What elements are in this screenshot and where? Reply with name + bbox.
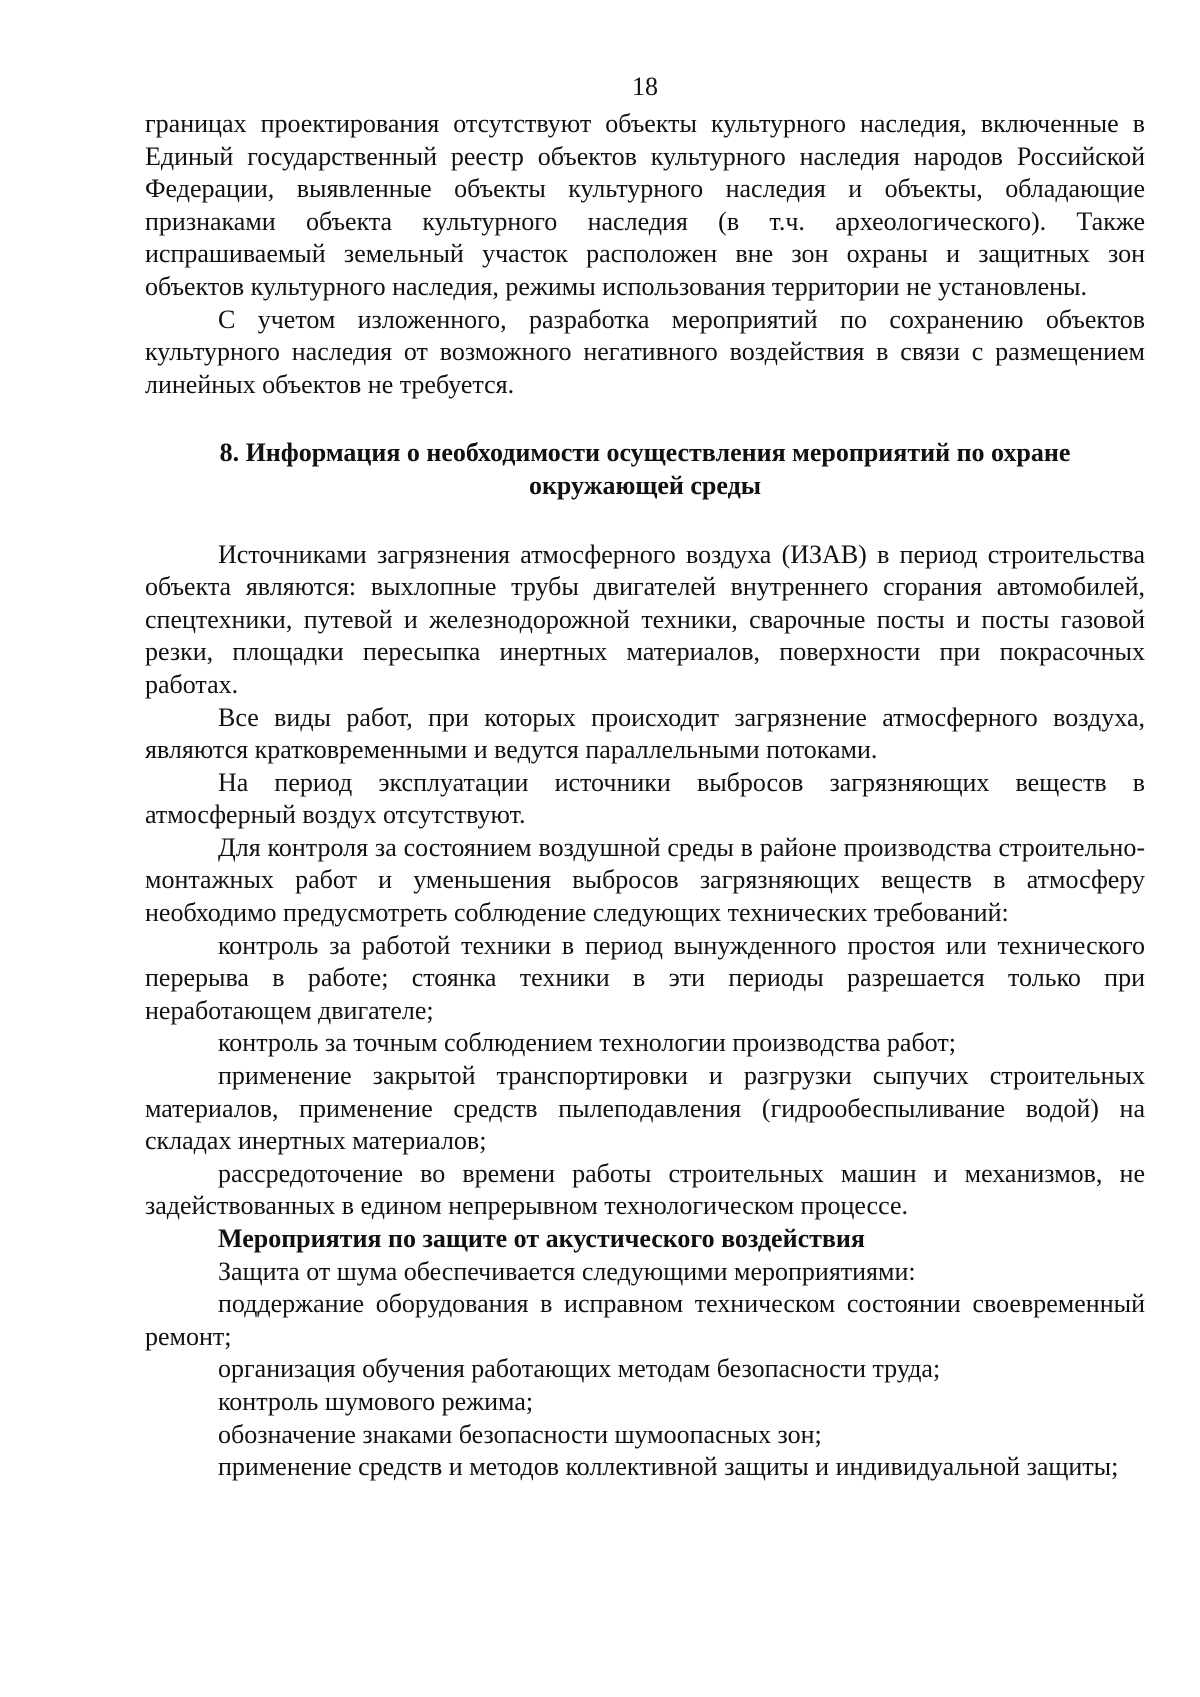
list-item: применение средств и методов коллективной защиты и индивидуальной защиты; — [218, 1452, 1119, 1482]
paragraph-emission-sources: Источниками загрязнения атмосферного воздуха (ИЗАВ) в период строительства объекта являются: выхлопные трубы двигателей внутреннего сгорания автомобилей, спецтехники, путевой и железнодорожной техники, сварочные посты и посты газовой резки, площадки пересыпка инертных материалов, поверхности при покрасочных работах. — [145, 539, 1145, 699]
paragraph-operation-period: На период эксплуатации источники выбросов загрязняющих веществ в атмосферный воздух отсутствуют. — [145, 767, 1145, 830]
list-item: контроль за точным соблюдением технологии производства работ; — [218, 1028, 956, 1058]
list-item: контроль за работой техники в период вынужденного простоя или технического перерыва в работе; стоянка техники в эти периоды разрешается только при неработающем двигателе; — [145, 930, 1145, 1025]
paragraph-heritage-continued: границах проектирования отсутствуют объекты культурного наследия, включенные в Единый государственный реестр объектов культурного наследия народов Российской Федерации, выявленные объекты культурного наследия и объекты, обладающие признаками объекта культурного наследия (в т.ч. археологического). Также испрашиваемый земельный участок расположен вне зон охраны и защитных зон объектов культурного наследия, режимы использования территории не установлены. — [145, 109, 1145, 301]
spacer — [145, 401, 1145, 437]
page-number: 18 — [632, 72, 658, 101]
spacer — [145, 503, 1145, 539]
paragraph-air-control: Для контроля за состоянием воздушной среды в районе производства строительно-монтажных работ и уменьшения выбросов загрязняющих веществ в атмосферу необходимо предусмотреть соблюдение следующих технических требований: — [145, 832, 1145, 928]
paragraph-works-short-term: Все виды работ, при которых происходит загрязнение атмосферного воздуха, являются кратковременными и ведутся параллельными потоками. — [145, 702, 1145, 765]
acoustic-subheading: Мероприятия по защите от акустического воздействия — [218, 1224, 865, 1253]
list-item: рассредоточение во времени работы строительных машин и механизмов, не задействованных в едином непрерывном технологическом процессе. — [145, 1158, 1145, 1221]
document-page — [145, 72, 1145, 1484]
list-item: применение закрытой транспортировки и разгрузки сыпучих строительных материалов, применение средств пылеподавления (гидрообеспыливание водой) на складах инертных материалов; — [145, 1061, 1145, 1156]
list-item: организация обучения работающих методам безопасности труда; — [218, 1354, 941, 1384]
list-item: поддержание оборудования в исправном техническом состоянии своевременный ремонт; — [145, 1289, 1145, 1351]
list-item: обозначение знаками безопасности шумоопасных зон; — [218, 1419, 822, 1449]
paragraph-noise-intro: Защита от шума обеспечивается следующими мероприятиями: — [218, 1256, 916, 1286]
section-heading: 8. Информация о необходимости осуществления мероприятий по охране окружающей среды — [219, 438, 1071, 500]
paragraph-heritage-conclusion: С учетом изложенного, разработка мероприятий по сохранению объектов культурного наследия от возможного негативного воздействия в связи с размещением линейных объектов не требуется. — [145, 304, 1145, 399]
list-item: контроль шумового режима; — [218, 1386, 534, 1416]
